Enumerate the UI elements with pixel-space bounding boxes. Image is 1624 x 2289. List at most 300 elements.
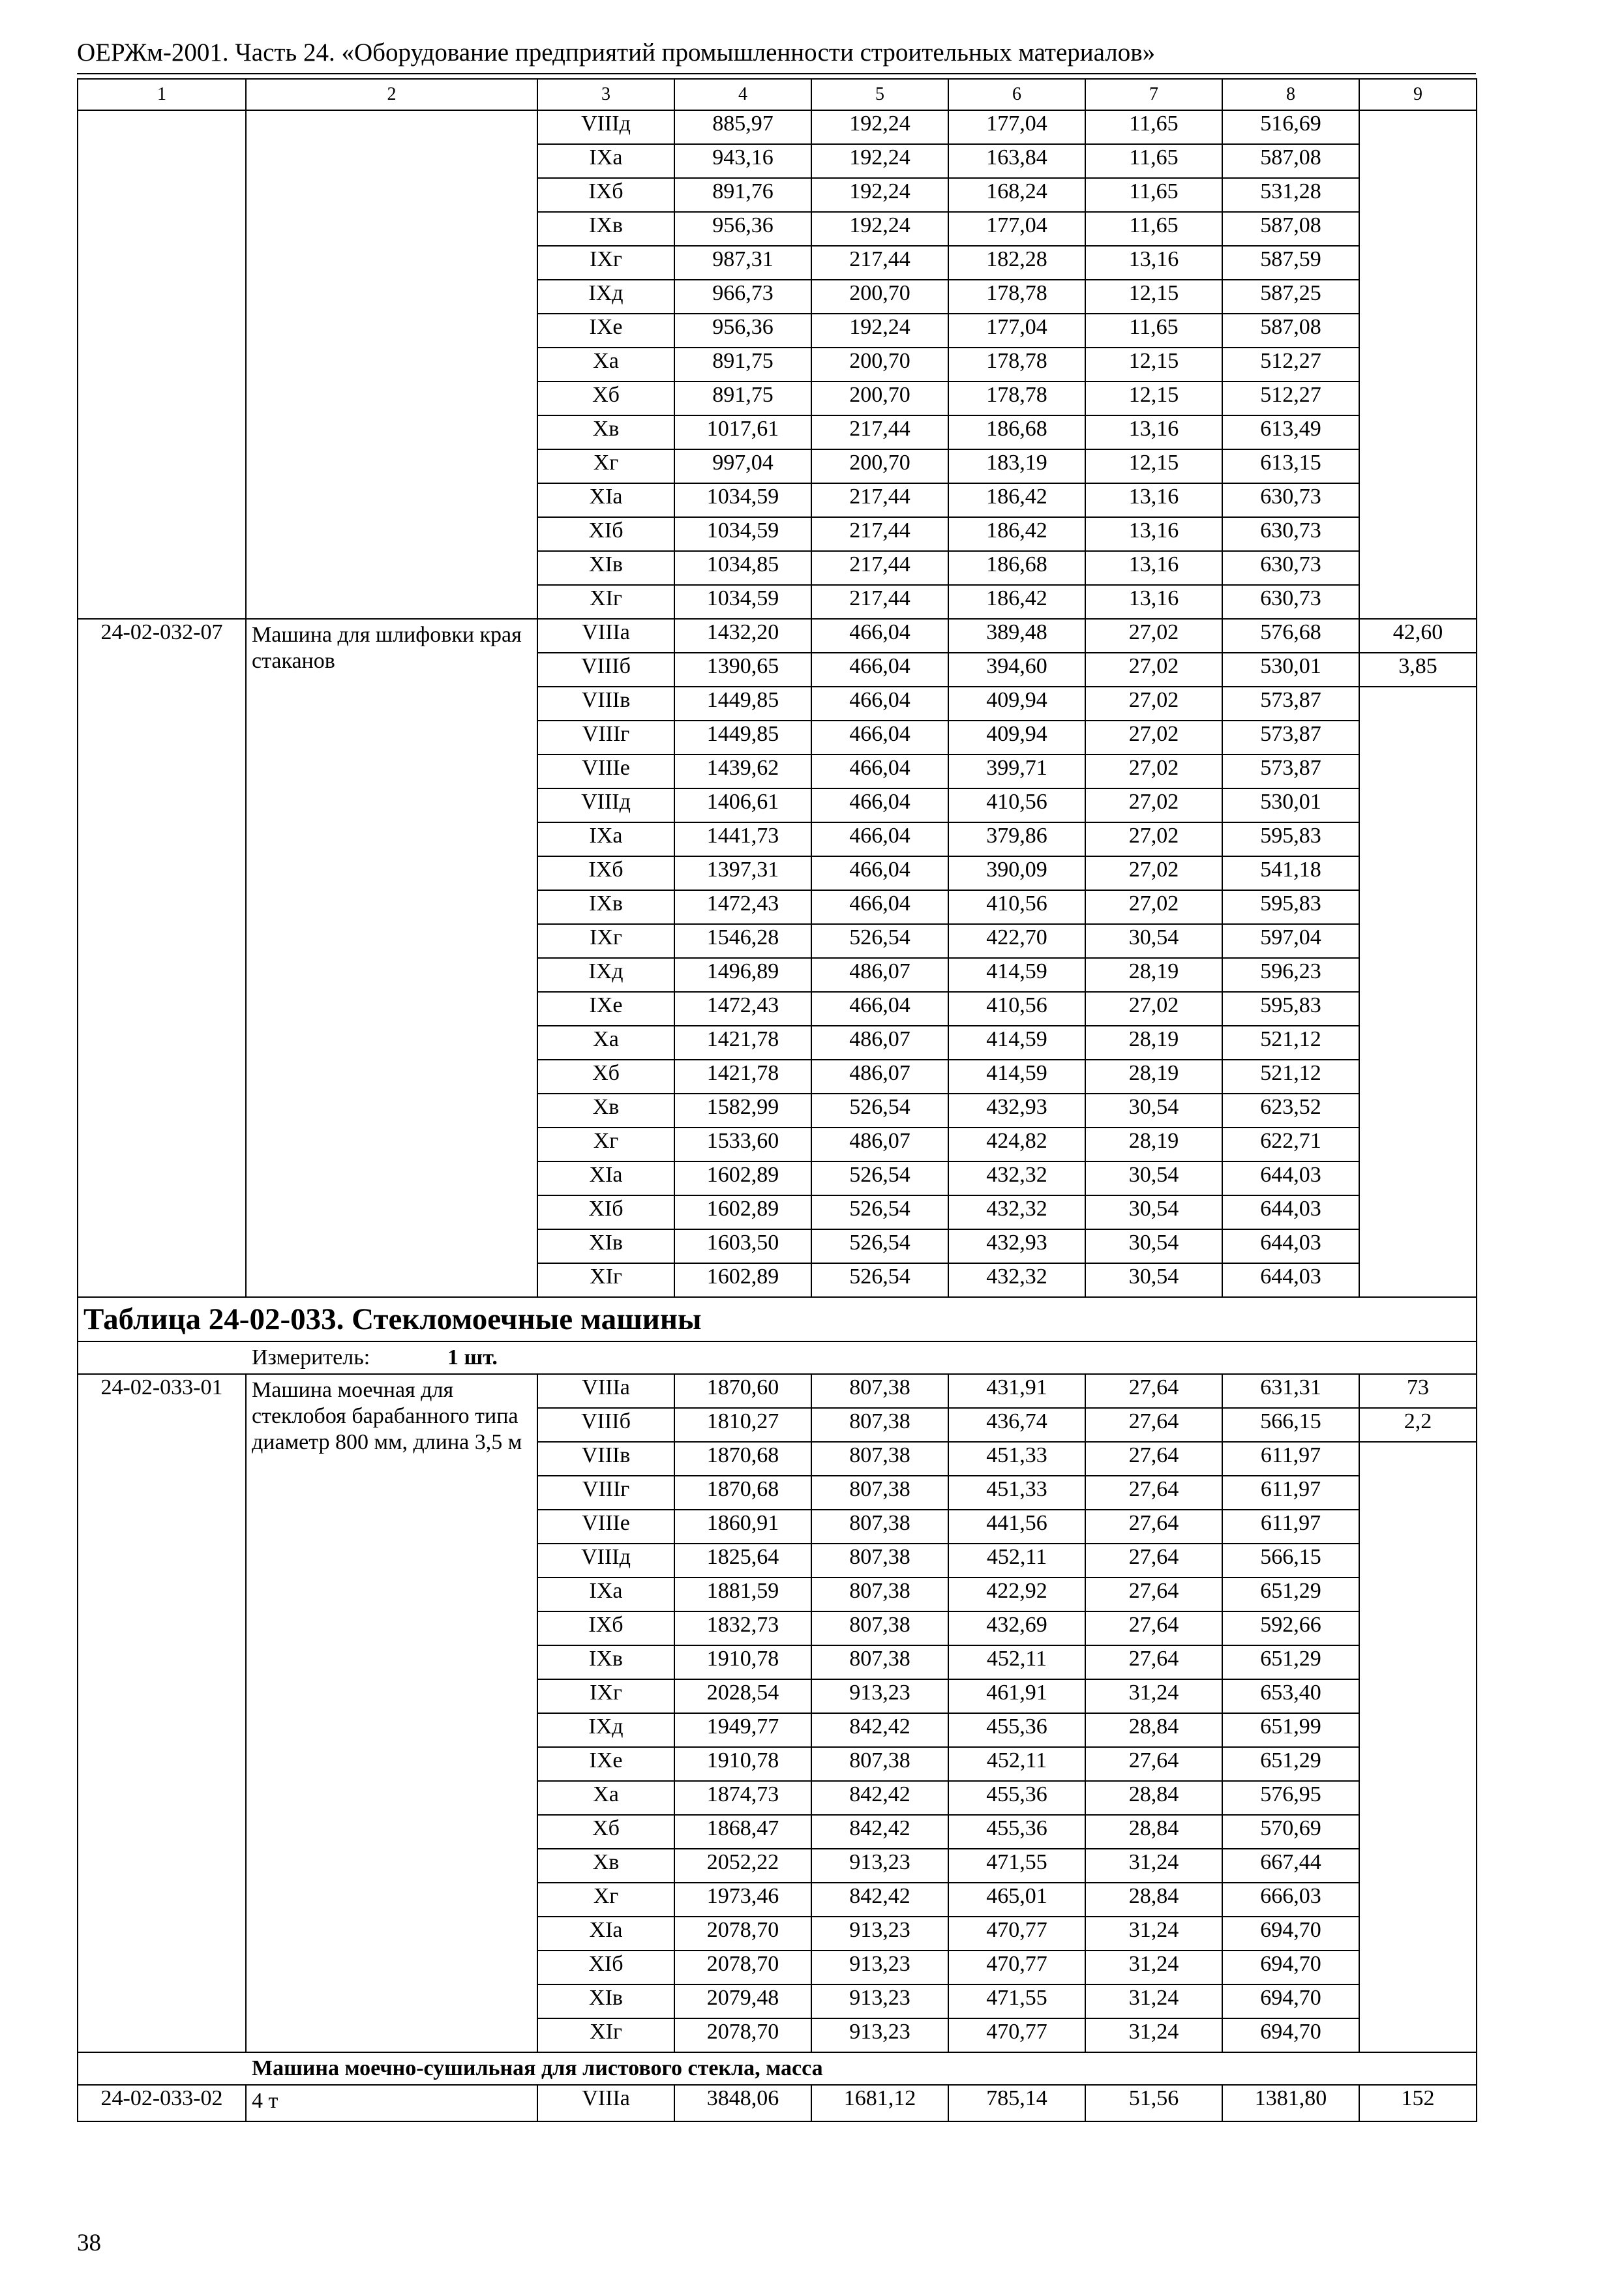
table-cell: 11,65 [1085, 178, 1222, 212]
table-cell: VIIIд [537, 110, 674, 144]
table-cell: 2079,48 [674, 1984, 811, 2018]
table-cell: Xб [537, 1815, 674, 1849]
table-cell: 885,97 [674, 110, 811, 144]
table-cell: 27,64 [1085, 1645, 1222, 1679]
table-cell: 217,44 [811, 415, 948, 449]
table-cell: 414,59 [948, 958, 1085, 992]
table-cell: 570,69 [1222, 1815, 1359, 1849]
table-cell: 807,38 [811, 1408, 948, 1442]
table-cell: 644,03 [1222, 1229, 1359, 1263]
measure-row [78, 1341, 1477, 1374]
table-cell: 1533,60 [674, 1128, 811, 1161]
table-cell: 13,16 [1085, 585, 1222, 619]
table-cell: 455,36 [948, 1713, 1085, 1747]
subheading-row [78, 2052, 1477, 2085]
table-cell: 2052,22 [674, 1849, 811, 1883]
table-cell: 1825,64 [674, 1544, 811, 1578]
table-cell: 566,15 [1222, 1544, 1359, 1578]
table-cell: 653,40 [1222, 1679, 1359, 1713]
table-row [78, 110, 1477, 144]
table-cell: IXa [537, 1578, 674, 1611]
table-cell: 31,24 [1085, 1849, 1222, 1883]
table-cell: 192,24 [811, 178, 948, 212]
table-cell: 623,52 [1222, 1094, 1359, 1128]
table-cell: 587,25 [1222, 280, 1359, 314]
table-cell: 410,56 [948, 890, 1085, 924]
table-cell: 486,07 [811, 1026, 948, 1060]
table-cell: 27,64 [1085, 1476, 1222, 1510]
table-cell: 466,04 [811, 755, 948, 788]
table-cell: 573,87 [1222, 721, 1359, 755]
table-cell: 27,02 [1085, 619, 1222, 653]
table-cell: VIIIe [537, 1510, 674, 1544]
table-cell: 807,38 [811, 1476, 948, 1510]
table-cell: 891,76 [674, 178, 811, 212]
table-cell: 177,04 [948, 110, 1085, 144]
table-cell: 651,29 [1222, 1747, 1359, 1781]
table-cell: Xг [537, 1128, 674, 1161]
table-cell: 432,32 [948, 1263, 1085, 1297]
table-cell: 28,84 [1085, 1883, 1222, 1917]
item-extra-value-empty [1359, 687, 1477, 1297]
table-cell: Xб [537, 382, 674, 415]
table-cell: 455,36 [948, 1815, 1085, 1849]
table-cell: 630,73 [1222, 517, 1359, 551]
table-cell: XIб [537, 1195, 674, 1229]
item-name [246, 110, 537, 619]
table-cell: VIIIe [537, 755, 674, 788]
table-cell: 1546,28 [674, 924, 811, 958]
table-cell: 177,04 [948, 314, 1085, 348]
table-cell: 1881,59 [674, 1578, 811, 1611]
table-cell: 516,69 [1222, 110, 1359, 144]
table-cell: VIIIд [537, 1544, 674, 1578]
table-cell: VIIIг [537, 1476, 674, 1510]
table-cell: 177,04 [948, 212, 1085, 246]
table-cell: IXг [537, 924, 674, 958]
table-cell: 30,54 [1085, 1195, 1222, 1229]
table-cell: 526,54 [811, 1094, 948, 1128]
table-cell: 424,82 [948, 1128, 1085, 1161]
table-cell: 31,24 [1085, 2018, 1222, 2052]
table-cell: 1910,78 [674, 1645, 811, 1679]
rates-table [77, 78, 1477, 2122]
table-cell: 891,75 [674, 382, 811, 415]
table-cell: 956,36 [674, 314, 811, 348]
table-cell: XIб [537, 517, 674, 551]
table-cell: 470,77 [948, 1917, 1085, 1951]
item-name: Машина для шлифовки края стаканов [246, 619, 537, 1297]
rates-table-body [78, 79, 1477, 2121]
table-cell: 217,44 [811, 551, 948, 585]
table-cell: XIa [537, 1161, 674, 1195]
table-cell: 630,73 [1222, 483, 1359, 517]
table-cell: 1472,43 [674, 992, 811, 1026]
section-title-row [78, 1297, 1477, 1341]
table-cell: Xa [537, 1781, 674, 1815]
column-number: 5 [811, 79, 948, 110]
table-cell: XIв [537, 1984, 674, 2018]
table-cell: 1910,78 [674, 1747, 811, 1781]
table-cell: 466,04 [811, 890, 948, 924]
table-cell: 1868,47 [674, 1815, 811, 1849]
table-cell: 1441,73 [674, 822, 811, 856]
table-cell: XIв [537, 1229, 674, 1263]
table-cell: 486,07 [811, 1128, 948, 1161]
header-rule [77, 73, 1476, 74]
table-cell: 987,31 [674, 246, 811, 280]
table-cell: 666,03 [1222, 1883, 1359, 1917]
table-cell: 13,16 [1085, 246, 1222, 280]
item-extra-value: 152 [1359, 2085, 1477, 2121]
table-cell: 414,59 [948, 1026, 1085, 1060]
column-number: 8 [1222, 79, 1359, 110]
table-cell: 785,14 [948, 2085, 1085, 2121]
table-cell: 1381,80 [1222, 2085, 1359, 2121]
table-cell: 576,68 [1222, 619, 1359, 653]
table-cell: 28,84 [1085, 1815, 1222, 1849]
table-cell: 651,29 [1222, 1645, 1359, 1679]
table-cell: 436,74 [948, 1408, 1085, 1442]
table-cell: IXв [537, 1645, 674, 1679]
table-cell: 12,15 [1085, 348, 1222, 382]
table-cell: 13,16 [1085, 517, 1222, 551]
table-cell: 1034,59 [674, 517, 811, 551]
table-cell: 1397,31 [674, 856, 811, 890]
table-cell: 186,42 [948, 483, 1085, 517]
table-cell: Xг [537, 1883, 674, 1917]
table-cell: 1832,73 [674, 1611, 811, 1645]
table-cell: 30,54 [1085, 1161, 1222, 1195]
table-cell: 597,04 [1222, 924, 1359, 958]
table-cell: 27,64 [1085, 1611, 1222, 1645]
table-cell: 28,84 [1085, 1713, 1222, 1747]
table-cell: 595,83 [1222, 992, 1359, 1026]
table-cell: IXд [537, 1713, 674, 1747]
table-cell: 541,18 [1222, 856, 1359, 890]
table-cell: 1603,50 [674, 1229, 811, 1263]
table-cell: Xв [537, 1849, 674, 1883]
table-cell: 13,16 [1085, 415, 1222, 449]
table-cell: 192,24 [811, 212, 948, 246]
table-cell: 526,54 [811, 1195, 948, 1229]
table-cell: XIг [537, 1263, 674, 1297]
table-cell: 1406,61 [674, 788, 811, 822]
table-cell: VIIIa [537, 2085, 674, 2121]
table-cell: 526,54 [811, 1161, 948, 1195]
table-cell: 217,44 [811, 517, 948, 551]
table-cell: 966,73 [674, 280, 811, 314]
table-cell: 471,55 [948, 1984, 1085, 2018]
table-cell: 389,48 [948, 619, 1085, 653]
table-cell: 1870,68 [674, 1476, 811, 1510]
table-cell: 390,09 [948, 856, 1085, 890]
table-cell: 1017,61 [674, 415, 811, 449]
table-cell: 27,02 [1085, 721, 1222, 755]
table-cell: 943,16 [674, 144, 811, 178]
measure-value: 1 шт. [447, 1345, 498, 1369]
table-cell: 521,12 [1222, 1026, 1359, 1060]
table-cell: 613,49 [1222, 415, 1359, 449]
table-cell: 807,38 [811, 1374, 948, 1408]
table-cell: 466,04 [811, 822, 948, 856]
table-cell: 1421,78 [674, 1060, 811, 1094]
table-cell: 27,02 [1085, 687, 1222, 721]
table-cell: 394,60 [948, 653, 1085, 687]
section-title: Таблица 24-02-033. Стекломоечные машины [78, 1297, 1477, 1341]
table-cell: 432,69 [948, 1611, 1085, 1645]
table-cell: 217,44 [811, 246, 948, 280]
table-cell: 470,77 [948, 1951, 1085, 1984]
table-row [78, 2085, 1477, 2121]
table-cell: 12,15 [1085, 382, 1222, 415]
table-cell: 452,11 [948, 1544, 1085, 1578]
item-extra-value-empty [1359, 110, 1477, 619]
table-cell: 186,42 [948, 517, 1085, 551]
table-cell: 452,11 [948, 1747, 1085, 1781]
table-cell: 379,86 [948, 822, 1085, 856]
table-cell: 183,19 [948, 449, 1085, 483]
table-cell: 12,15 [1085, 280, 1222, 314]
table-cell: 178,78 [948, 382, 1085, 415]
table-cell: 27,02 [1085, 890, 1222, 924]
table-cell: 526,54 [811, 1229, 948, 1263]
table-cell: 28,84 [1085, 1781, 1222, 1815]
table-cell: 466,04 [811, 856, 948, 890]
table-cell: XIa [537, 483, 674, 517]
table-cell: 644,03 [1222, 1195, 1359, 1229]
item-code: 24-02-032-07 [78, 619, 246, 1297]
table-cell: 200,70 [811, 280, 948, 314]
table-cell: 913,23 [811, 2018, 948, 2052]
table-cell: 694,70 [1222, 2018, 1359, 2052]
table-cell: 913,23 [811, 1679, 948, 1713]
table-cell: 422,70 [948, 924, 1085, 958]
table-cell: 1472,43 [674, 890, 811, 924]
table-cell: 27,02 [1085, 755, 1222, 788]
table-cell: 470,77 [948, 2018, 1085, 2052]
table-cell: 486,07 [811, 958, 948, 992]
table-cell: 1973,46 [674, 1883, 811, 1917]
table-cell: IXa [537, 822, 674, 856]
table-cell: 432,32 [948, 1195, 1085, 1229]
table-cell: 644,03 [1222, 1263, 1359, 1297]
table-cell: Xб [537, 1060, 674, 1094]
table-cell: 913,23 [811, 1917, 948, 1951]
table-cell: 186,68 [948, 551, 1085, 585]
item-extra-value: 42,60 [1359, 619, 1477, 653]
column-number: 4 [674, 79, 811, 110]
table-cell: 1390,65 [674, 653, 811, 687]
table-cell: VIIIб [537, 653, 674, 687]
table-cell: 694,70 [1222, 1917, 1359, 1951]
table-cell: 630,73 [1222, 585, 1359, 619]
table-cell: 31,24 [1085, 1984, 1222, 2018]
table-cell: 452,11 [948, 1645, 1085, 1679]
table-cell: 465,01 [948, 1883, 1085, 1917]
table-cell: 842,42 [811, 1713, 948, 1747]
table-cell: 1602,89 [674, 1263, 811, 1297]
table-cell: 11,65 [1085, 314, 1222, 348]
table-cell: 432,32 [948, 1161, 1085, 1195]
table-cell: 217,44 [811, 585, 948, 619]
table-cell: 891,75 [674, 348, 811, 382]
table-cell: VIIIв [537, 687, 674, 721]
table-cell: 51,56 [1085, 2085, 1222, 2121]
table-cell: 466,04 [811, 721, 948, 755]
item-extra-value: 73 [1359, 1374, 1477, 1408]
table-cell: 512,27 [1222, 382, 1359, 415]
table-cell: 12,15 [1085, 449, 1222, 483]
table-cell: 521,12 [1222, 1060, 1359, 1094]
table-cell: 1870,68 [674, 1442, 811, 1476]
table-cell: 200,70 [811, 382, 948, 415]
table-cell: 807,38 [811, 1578, 948, 1611]
table-cell: 466,04 [811, 653, 948, 687]
table-cell: 461,91 [948, 1679, 1085, 1713]
table-cell: 807,38 [811, 1747, 948, 1781]
table-cell: 31,24 [1085, 1917, 1222, 1951]
table-cell: IXв [537, 212, 674, 246]
table-cell: VIIIa [537, 619, 674, 653]
table-cell: IXe [537, 992, 674, 1026]
table-cell: 186,68 [948, 415, 1085, 449]
table-cell: 651,99 [1222, 1713, 1359, 1747]
table-cell: 596,23 [1222, 958, 1359, 992]
table-cell: 807,38 [811, 1510, 948, 1544]
item-code [78, 110, 246, 619]
table-cell: IXe [537, 1747, 674, 1781]
table-cell: 27,64 [1085, 1747, 1222, 1781]
table-cell: 630,73 [1222, 551, 1359, 585]
table-cell: 466,04 [811, 992, 948, 1026]
table-cell: 31,24 [1085, 1679, 1222, 1713]
table-cell: 842,42 [811, 1815, 948, 1849]
table-cell: 409,94 [948, 687, 1085, 721]
table-cell: 1421,78 [674, 1026, 811, 1060]
table-cell: Xв [537, 1094, 674, 1128]
measure-label: Измеритель: [252, 1345, 370, 1369]
table-cell: 192,24 [811, 110, 948, 144]
table-cell: 526,54 [811, 924, 948, 958]
table-cell: 587,08 [1222, 314, 1359, 348]
table-cell: 27,02 [1085, 992, 1222, 1026]
item-extra-value-empty [1359, 1442, 1477, 2052]
table-cell: 27,02 [1085, 856, 1222, 890]
table-cell: 200,70 [811, 449, 948, 483]
measure-cell [78, 1341, 1477, 1374]
table-cell: 566,15 [1222, 1408, 1359, 1442]
table-cell: VIIIa [537, 1374, 674, 1408]
table-cell: 11,65 [1085, 110, 1222, 144]
table-cell: IXб [537, 1611, 674, 1645]
column-number: 2 [246, 79, 537, 110]
table-cell: 409,94 [948, 721, 1085, 755]
column-number: 7 [1085, 79, 1222, 110]
table-cell: 451,33 [948, 1442, 1085, 1476]
table-cell: 27,64 [1085, 1510, 1222, 1544]
table-cell: 1034,85 [674, 551, 811, 585]
table-cell: 913,23 [811, 1849, 948, 1883]
table-cell: 1449,85 [674, 721, 811, 755]
table-cell: 486,07 [811, 1060, 948, 1094]
table-cell: 2078,70 [674, 1951, 811, 1984]
table-cell: 178,78 [948, 280, 1085, 314]
table-cell: 466,04 [811, 687, 948, 721]
table-cell: 842,42 [811, 1781, 948, 1815]
table-cell: 3848,06 [674, 2085, 811, 2121]
table-cell: 28,19 [1085, 1026, 1222, 1060]
table-cell: 694,70 [1222, 1984, 1359, 2018]
column-number-row [78, 79, 1477, 110]
table-cell: 178,78 [948, 348, 1085, 382]
table-cell: VIIIг [537, 721, 674, 755]
table-cell: Xг [537, 449, 674, 483]
column-number: 6 [948, 79, 1085, 110]
table-cell: 694,70 [1222, 1951, 1359, 1984]
table-cell: 432,93 [948, 1094, 1085, 1128]
item-extra-value: 2,2 [1359, 1408, 1477, 1442]
table-cell: XIг [537, 2018, 674, 2052]
table-cell: 611,97 [1222, 1476, 1359, 1510]
item-code: 24-02-033-02 [78, 2085, 246, 2121]
table-cell: 530,01 [1222, 788, 1359, 822]
table-cell: 644,03 [1222, 1161, 1359, 1195]
subheading-cell [78, 2052, 1477, 2085]
table-cell: IXд [537, 280, 674, 314]
table-cell: 163,84 [948, 144, 1085, 178]
table-cell: 30,54 [1085, 1263, 1222, 1297]
table-cell: 471,55 [948, 1849, 1085, 1883]
table-cell: 573,87 [1222, 687, 1359, 721]
table-cell: 1034,59 [674, 585, 811, 619]
table-cell: 466,04 [811, 619, 948, 653]
table-cell: XIг [537, 585, 674, 619]
table-cell: 11,65 [1085, 212, 1222, 246]
table-cell: 573,87 [1222, 755, 1359, 788]
table-cell: 399,71 [948, 755, 1085, 788]
table-cell: 592,66 [1222, 1611, 1359, 1645]
table-cell: 1602,89 [674, 1161, 811, 1195]
table-cell: 1681,12 [811, 2085, 948, 2121]
table-cell: 410,56 [948, 788, 1085, 822]
table-cell: 186,42 [948, 585, 1085, 619]
table-cell: XIб [537, 1951, 674, 1984]
table-cell: Xa [537, 348, 674, 382]
table-cell: 1034,59 [674, 483, 811, 517]
table-cell: 842,42 [811, 1883, 948, 1917]
table-cell: 613,15 [1222, 449, 1359, 483]
column-number: 9 [1359, 79, 1477, 110]
column-number: 1 [78, 79, 246, 110]
table-cell: VIIIб [537, 1408, 674, 1442]
table-cell: 27,64 [1085, 1408, 1222, 1442]
table-cell: 611,97 [1222, 1442, 1359, 1476]
table-cell: 526,54 [811, 1263, 948, 1297]
table-cell: 587,08 [1222, 144, 1359, 178]
table-cell: IXг [537, 1679, 674, 1713]
table-cell: 414,59 [948, 1060, 1085, 1094]
table-cell: VIIIв [537, 1442, 674, 1476]
table-cell: IXд [537, 958, 674, 992]
table-cell: VIIIд [537, 788, 674, 822]
table-cell: 512,27 [1222, 348, 1359, 382]
table-cell: 595,83 [1222, 890, 1359, 924]
item-code: 24-02-033-01 [78, 1374, 246, 2052]
table-cell: 807,38 [811, 1611, 948, 1645]
table-cell: 807,38 [811, 1645, 948, 1679]
item-name: Машина моечная для стеклобоя барабанного типа диаметр 800 мм, длина 3,5 м [246, 1374, 537, 2052]
